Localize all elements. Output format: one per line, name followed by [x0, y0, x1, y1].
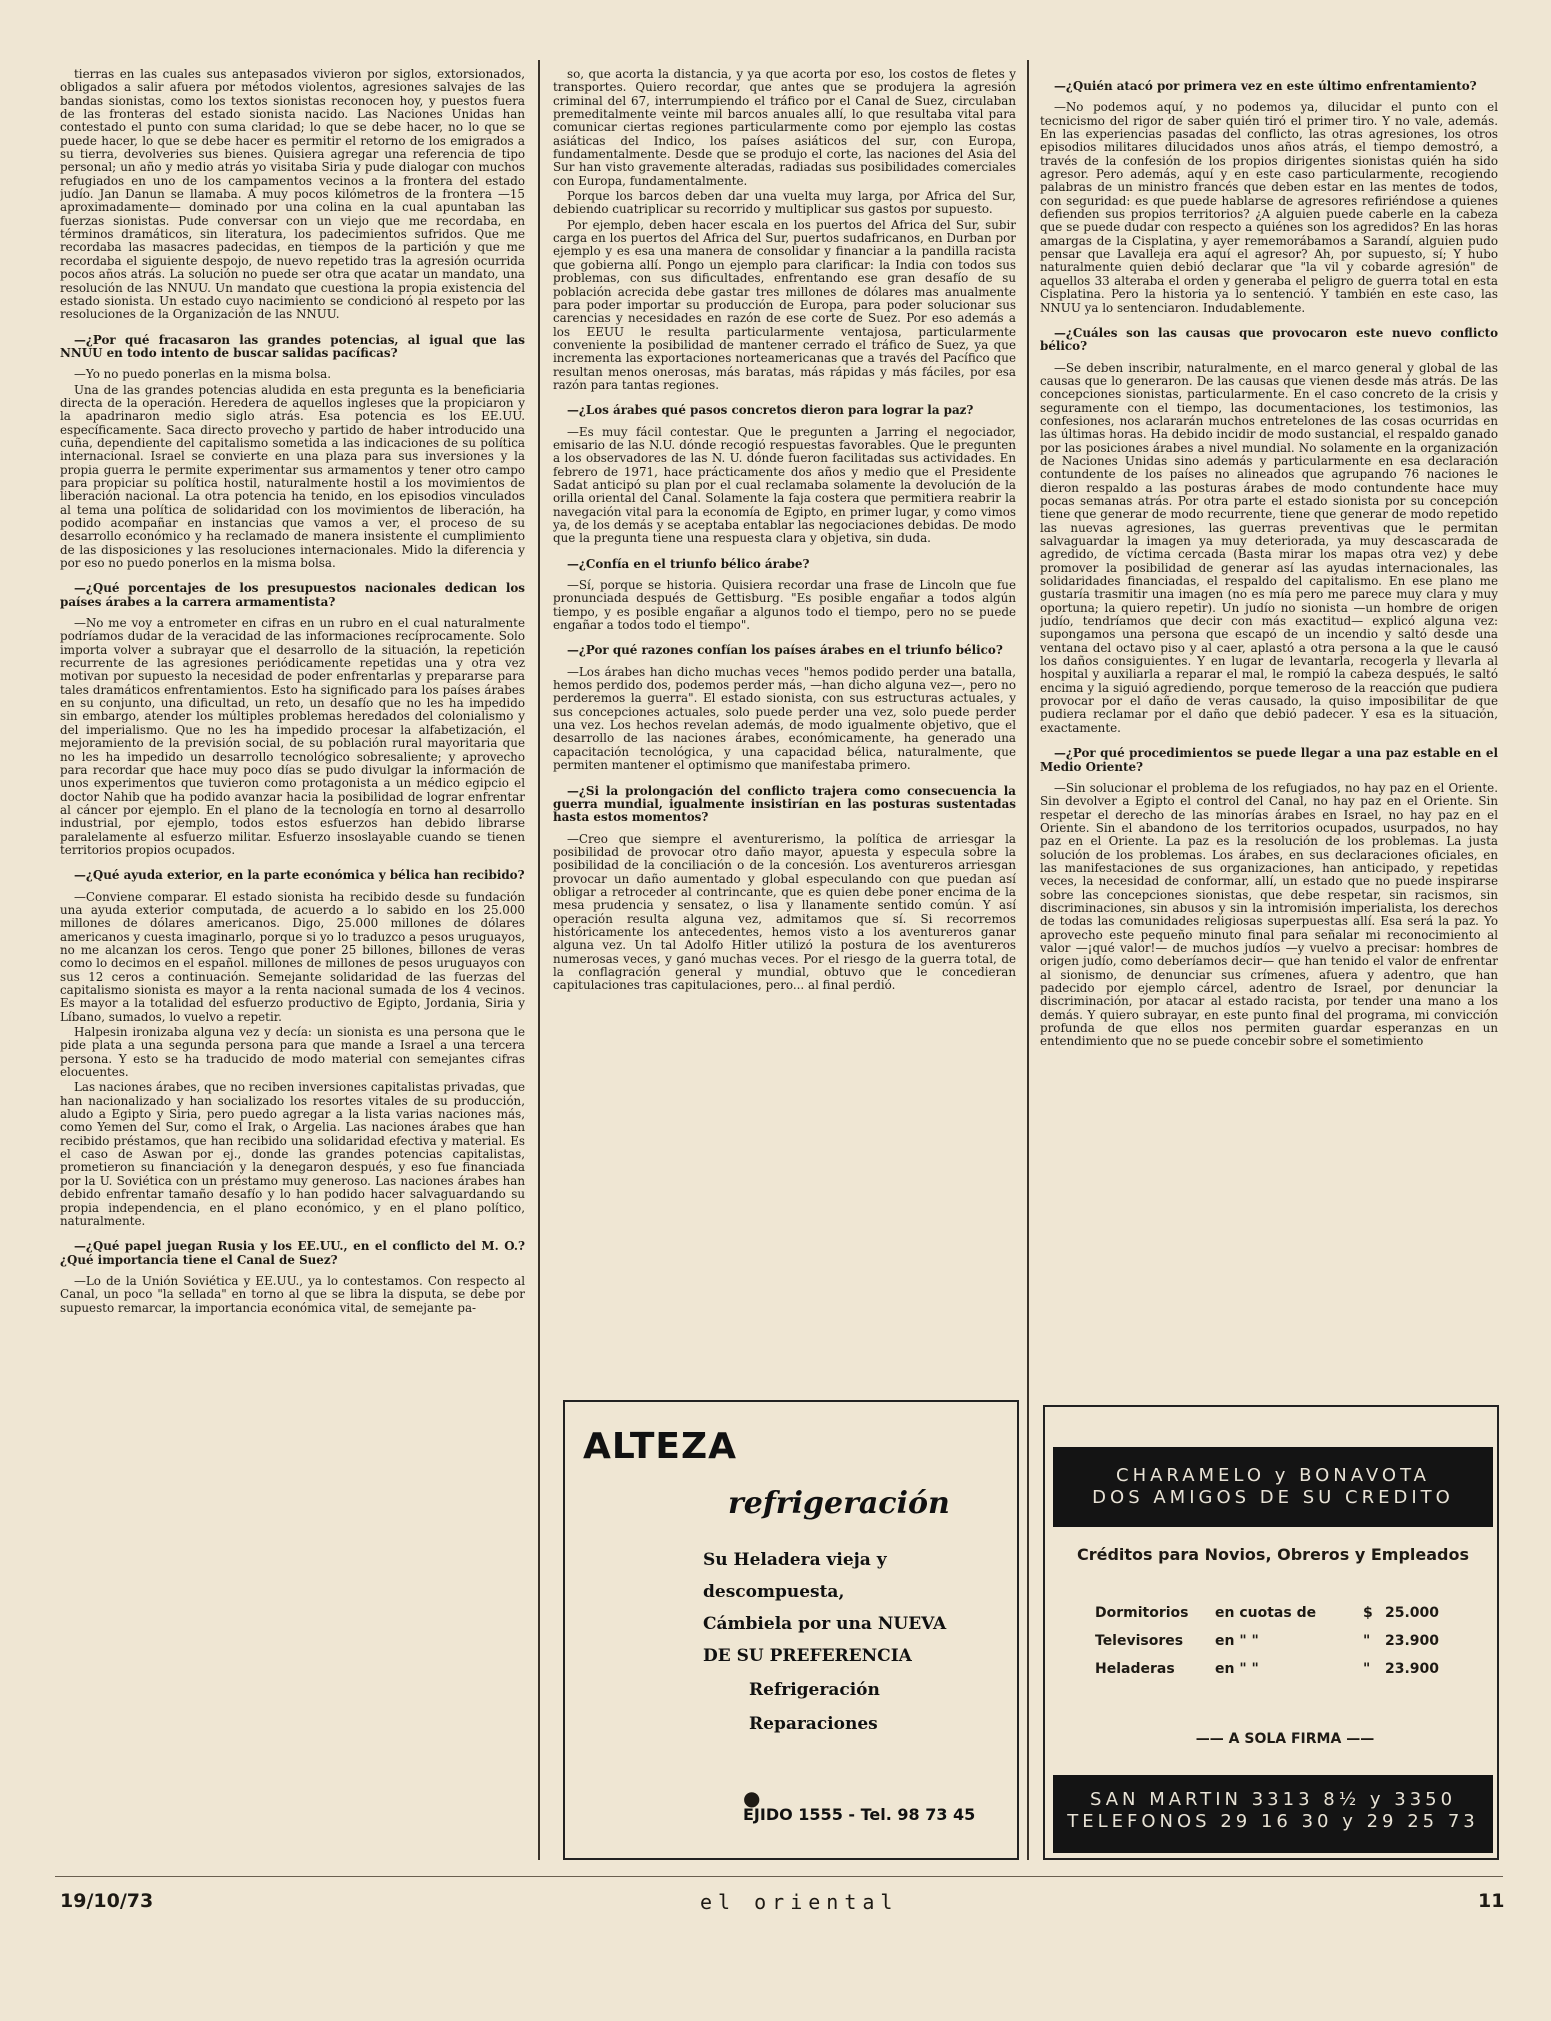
article-column-1	[60, 68, 525, 1853]
credit-item: Televisores	[1095, 1633, 1184, 1649]
article-paragraph: Porque los barcos deben dar una vuelta muy larga, por Africa del Sur, debiendo cuatriplicar su recorrido y multiplicar sus gastos por supuesto.	[553, 189, 1016, 217]
interview-question: —¿Qué porcentajes de los presupuestos nacionales dedican los países árabes a la carrera armamentista?	[60, 581, 525, 609]
article-paragraph: Por ejemplo, deben hacer escala en los puertos del Africa del Sur, subir carga en los puertos del Africa del Sur, puertos sudafricanos, en Durban por ejemplo y es esa una manera de consolidar y financiar a la pandilla racista que gobierna allí. Pongo un ejemplo para clarificar: la India con todos sus problemas, con sus dificultades, enfrentando ese gran desafío de su población acrecida debe gastar tres millones de dólares mas anualmente para poder importar su producción de Europa, para poder solucionar sus carencias y necesidades en razón de ese corte de Suez. Por eso además a los EEUU le resulta particularmente ventajosa, particularmente conveniente la posibilidad de mantener cerrado el tráfico de Suez, ya que incrementa las exportaciones norteamericanas que a través del Pacífico que resultan menos onerosas, más baratas, más rápidas y más fáciles, por esa razón para tantas regiones.	[553, 217, 1016, 392]
interview-question: —¿Qué ayuda exterior, en la parte económica y bélica han recibido?	[74, 868, 525, 883]
interview-question: —¿Por qué razones confían los países árabes en el triunfo bélico?	[567, 643, 1003, 658]
ad-title-band	[1053, 1447, 1493, 1527]
ad-heading: Créditos para Novios, Obreros y Empleados	[1076, 1545, 1470, 1564]
interview-question: —¿Confía en el triunfo bélico árabe?	[567, 556, 810, 571]
article-paragraph: —Sin solucionar el problema de los refugiados, no hay paz en el Oriente. Sin devolver a Egipto el control del Canal, no hay paz en el Oriente. Sin respetar el derecho de las minorías árabes en Israel, no hay paz en el Oriente. Sin el abandono de los territorios ocupados, usurpados, no hay paz en el Oriente. La paz es la resolución de los problemas. La justa solución de los problemas. Los árabes, en sus declaraciones oficiales, en las manifestaciones de sus organizaciones, han anticipado, y repetidas veces, la necesidad de conformar, allí, un estado que no puede inspirarse sobre las concepciones sionistas, que debe respetar, sin racismos, sin discriminaciones, sin abusos y sin la intromisión imperialista, los derechos de todas las comunidades religiosas superpuestas allí. Esa será la paz. Yo aprovecho este pequeño minuto final para señalar mi reconocimiento al valor —¡qué valor!— de muchos judíos —y vuelvo a precisar: hombres de origen judío, como deberíamos decir— que han tenido el valor de enfrentar al sionismo, de denunciar sus crímenes, afuera y adentro, que han padecido por ejemplo cárcel, adentro de Israel, por denunciar la discriminación, por atacar al estado racista, por tender una mano a los demás. Y quiero subrayar, en este punto final del programa, mi convicción profunda de que ellos nos permiten guardar esperanzas en un entendimiento que no se puede concebir sobre el sometimiento	[1040, 780, 1498, 1049]
credit-terms: en cuotas de	[1215, 1605, 1317, 1621]
interview-question: —¿Por qué fracasaron las grandes potencias, al igual que las NNUU en todo intento de buscar salidas pacíficas?	[60, 332, 525, 360]
column-divider	[1027, 60, 1029, 1860]
ad-subtitle: refrigeración	[728, 1486, 950, 1521]
article-column-3	[1040, 68, 1498, 1430]
ad-line: descompuesta,	[703, 1582, 845, 1602]
charamelo-bonavota-advertisement	[1043, 1405, 1499, 1860]
credit-amount: 23.900	[1385, 1633, 1440, 1649]
ad-line: Refrigeración	[749, 1680, 880, 1700]
article-paragraph: —No podemos aquí, y no podemos ya, dilucidar el punto con el tecnicismo del rigor de saber quién tiró el primer tiro. Y no vale, además. En las experiencias pasadas del conflicto, las otras agresiones, los otros episodios militares dilucidados unos años atrás, el tiempo demostró, a través de la confesión de los propios dirigentes sionistas quién ha sido agresor. Pero además, aquí y en este caso particularmente, recogiendo palabras de un ministro francés que deben estar en las mentes de todos, con seguridad: es que puede hablarse de agresores refiriéndose a quienes defienden sus propios territorios? ¿A alguien puede caberle en la cabeza que se puede dudar con respecto a quiénes son los agredidos? En las horas amargas de la Cisplatina, y ayer rememorábamos a Sarandí, alguien pudo pensar que Lavalleja era aquí el agresor? Ah, por supuesto, sí; Y hubo naturalmente quien debió declarar que "la vil y cobarde agresión" de aquellos 33 alteraba el orden y generaba el peligro de guerra total en esta Cisplatina. Pero la historia ya lo sentenció. Y también en este caso, las NNUU ya lo sentenciaron. Indudablemente.	[1040, 100, 1498, 315]
article-paragraph: Halpesin ironizaba alguna vez y decía: un sionista es una persona que le pide plata a una segunda persona para que mande a Israel a una tercera persona. Y esto se ha traducido de modo material con semejantes cifras elocuentes.	[60, 1025, 525, 1080]
interview-question: —¿Los árabes qué pasos concretos dieron para lograr la paz?	[567, 403, 974, 418]
article-paragraph: —Conviene comparar. El estado sionista ha recibido desde su fundación una ayuda exterior computada, de acuerdo a lo sabido en los 25.000 millones de dólares americanos. Digo, 25.000 millones de dólares americanos y cuesta imaginarlo, porque si yo lo traduzco a pesos uruguayos, no me alcanzan los ceros. Tengo que poner 25 billones, billones de veras como lo decimos en el español. millones de millones de pesos uruguayos con sus 12 ceros a continuación. Semejante solidaridad de las fuerzas del capitalismo sionista es mayor a la renta nacional sumada de los 4 vecinos. Es mayor a la totalidad del esfuerzo productivo de Egipto, Jordania, Siria y Líbano, sumados, lo vuelvo a repetir.	[60, 889, 525, 1024]
article-paragraph: Las naciones árabes, que no reciben inversiones capitalistas privadas, que han nacionalizado y han socializado los resortes vitales de su producción, aludo a Egipto y Siria, pero puedo agregar a la lista varias naciones más, como Yemen del Sur, como el Irak, o Argelia. Las naciones árabes que han recibido préstamos, que han recibido una solidaridad efectiva y material. Es el caso de Aswan por ej., donde las grandes potencias capitalistas, prometieron su financiación y la denegaron después, y eso fue financiada por la U. Soviética con un préstamo muy generoso. Las naciones árabes han debido enfrentar tamaño desafío y lo han podido hacer salvaguardando su propia independencia, en el plano económico, y en el plano político, naturalmente.	[60, 1080, 525, 1228]
issue-date: 19/10/73	[60, 1890, 154, 1912]
ad-line: Reparaciones	[749, 1714, 878, 1734]
ad-line: DE SU PREFERENCIA	[703, 1646, 912, 1666]
article-paragraph: —Yo no puedo ponerlas en la misma bolsa.	[74, 367, 332, 382]
article-paragraph: —Creo que siempre el aventurerismo, la política de arriesgar la posibilidad de provocar otro daño mayor, apuesta y especula sobre la posibilidad de la conciliación o de la concesión. Los aventureros arriesgan provocar un daño aumentado y global especulando con que puedan así obligar a retroceder al contrincante, que es quien debe poner encima de la mesa prudencia y sensatez, o lisa y llanamente sentido común. Y así operación resulta alguna vez, admitamos que sí. Si recorremos históricamente los antecedentes, hemos visto a los aventureros ganar alguna vez. Un tal Adolfo Hitler utilizó la postura de los aventureros numerosas veces, y ganó muchas veces. Por el riesgo de la guerra total, de la conflagración general y mundial, obtuvo que le concedieran capitulaciones tras capitulaciones, pero... al final perdió.	[553, 831, 1016, 993]
credit-terms: en " "	[1215, 1633, 1259, 1649]
credit-item: Dormitorios	[1095, 1605, 1189, 1621]
article-paragraph: —Se deben inscribir, naturalmente, en el marco general y global de las causas que lo generaron. De las causas que vienen desde más atrás. De las concepciones sionistas, particularmente. En el caso concreto de la crisis y seguramente con el tiempo, las documentaciones, los testimonios, las confesiones, nos aclararán muchos entretelones de las cosas ocurridas en las últimas horas. Ha debido incidir de modo sustancial, el respaldo ganado por las posiciones árabes a nivel mundial. No solamente en la organización de Naciones Unidas sino además y particularmente en esa declaración contundente de los países no alineados que agrupando 76 naciones le dieron respaldo a las posturas árabes de modo contundente hace muy pocas semanas atrás. Por otra parte el estado sionista por su concepción tiene que generar de modo recurrente, tiene que generar de modo repetido las nuevas agresiones, las guerras preventivas que le permitan salvaguardar la imagen ya muy deteriorada, ya muy descascarada de agredido, de víctima cercada (Basta mirar los mapas otra vez) y debe promover la posibilidad de generar así las ayudas internacionales, las solidaridades financiadas, el respaldo del capitalismo. En ese plano me gustaría trasmitir una imagen (no es mía pero me parece muy clara y muy oportuna; la quiero repetir). Un judío no sionista —un hombre de origen judío, tendríamos que decir con más exactitud— explicó alguna vez: supongamos una persona que escapó de un incendio y saltó desde una ventana del octavo piso y al caer, aplastó a otra persona a la que le causó los daños consiguientes. Y en lugar de levantarla, recogerla y llevarla al hospital y auxiliarla a reparar el mal, le rompió la cabeza después, le saltó encima y la siguió agrediendo, porque temeroso de la reacción que pudiera provocar por el daño de veras causado, la quiso imposibilitar de que pudiera reclamar por el daño que debió padecer. Y esa es la situación, exactamente.	[1040, 360, 1498, 735]
article-paragraph: so, que acorta la distancia, y ya que acorta por eso, los costos de fletes y transportes. Quiero recordar, que antes que se produjera la agresión criminal del 67, interrumpiendo el tráfico por el Canal de Suez, circulaban premeditalmente veinte mil barcos anuales allí, lo que resultaba vital para comunicar ciertas regiones particularmente como por ejemplo las costas asiáticas del Indico, los países asiáticos del sur, con Europa, fundamentalmente. Desde que se produjo el corte, las naciones del Asia del Sur han visto gravemente alteradas, radiadas sus posibilidades comerciales con Europa, fundamentalmente.	[553, 68, 1016, 188]
page-number: 11	[1478, 1890, 1505, 1912]
ad-band-line: SAN MARTIN 3313 8½ y 3350	[1089, 1789, 1457, 1810]
interview-question: —¿Quién atacó por primera vez en este último enfrentamiento?	[1054, 79, 1477, 93]
interview-question: —¿Cuáles son las causas que provocaron este nuevo conflicto bélico?	[1040, 325, 1498, 354]
credit-amount: 25.000	[1385, 1605, 1440, 1621]
article-paragraph: —Lo de la Unión Soviética y EE.UU., ya lo contestamos. Con respecto al Canal, un poco "la sellada" en torno al que se libra la disputa, se debe por supuesto remarcar, la importancia económica vital, de semejante pa-	[60, 1273, 525, 1315]
masthead: el oriental	[700, 1890, 899, 1914]
credit-item: Heladeras	[1095, 1661, 1175, 1677]
ad-band-line: TELEFONOS 29 16 30 y 29 25 73	[1067, 1811, 1479, 1832]
interview-question: —¿Qué papel juegan Rusia y los EE.UU., en el conflicto del M. O.? ¿Qué importancia tiene el Canal de Suez?	[60, 1239, 525, 1267]
article-paragraph: tierras en las cuales sus antepasados vivieron por siglos, extorsionados, obligados a salir afuera por métodos violentos, agresiones salvajes de las bandas sionistas, como los textos sionistas reconocen hoy, y puestos fuera de las fronteras del estado sionista nacido. Las Naciones Unidas han contestado el punto con suma claridad; lo que se debe hacer, no lo que se puede hacer, lo que se debe hacer es permitir el retorno de los emigrados a su tierra, devolveries sus bienes. Quisiera agregar una referencia de tipo personal; un año y medio atrás yo visitaba Siria y pude dialogar con muchos refugiados en uno de los campamentos vecinos a la frontera del estado judío. Jan Danun se llamaba. A muy pocos kilómetros de la frontera —15 aproximadamente— dominado por una colina en la cual apuntaban las fuerzas sionistas. Pude conversar con un viejo que me recordaba, en términos dramáticos, sin literatura, los padecimientos sufridos. Que me recordaba las masacres padecidas, en tiempos de la partición y que me recordaba el siguiente despojo, de nuevo repetido tras la agresión ocurrida pocos años atrás. La solución no puede ser otra que acatar un mandato, una resolución de las NNUU. Un mandato que cuestiona la propia existencia del estado sionista. Un estado cuyo nacimiento se condicionó al respeto por las resoluciones de la Organización de las NNUU.	[60, 68, 525, 322]
article-paragraph: —Es muy fácil contestar. Que le pregunten a Jarring el negociador, emisario de las N.U. dónde recogió respuestas favorables. Que le pregunten a los observadores de las N. U. dónde fueron facilitadas sus actividades. En febrero de 1971, hace prácticamente dos años y medio que el Presidente Sadat anticipó su plan por el cual reclamaba solamente la devolución de la orilla oriental del Canal. Solamente la faja costera que permitiera reabrir la navegación vital para la economía de Egipto, en primer lugar, y como vimos ya, de los demás y se aceptaba entablar las negociaciones debidas. De modo que la pregunta tiene una respuesta clara y objetiva, sin duda.	[553, 424, 1016, 546]
credit-amount: 23.900	[1385, 1661, 1440, 1677]
ad-brand: ALTEZA	[583, 1426, 737, 1467]
article-column-2	[553, 68, 1016, 1453]
ad-band-line: CHARAMELO y BONAVOTA	[1116, 1465, 1430, 1486]
ad-band-line: DOS AMIGOS DE SU CREDITO	[1092, 1487, 1454, 1508]
ad-line: Su Heladera vieja y	[703, 1550, 887, 1570]
interview-question: —¿Si la prolongación del conflicto trajera como consecuencia la guerra mundial, igualmente insistirían en las posturas sustentadas hasta estos momentos?	[553, 783, 1016, 825]
credit-currency: "	[1363, 1661, 1371, 1677]
article-paragraph: Una de las grandes potencias aludida en esta pregunta es la beneficiaria directa de la operación. Heredera de aquellos ingleses que la propiciaron y la apadrinaron medio siglo atrás. Esa potencia es los EE.UU. específicamente. Saca directo provecho y partido de haber introducido una cuña, dependiente del capitalismo sometida a las indicaciones de su política internacional. Israel se convierte en una plaza para sus inversiones y la propia guerra le permite experimentar sus armamentos y tener otro campo para propiciar su política hostil, naturalmente hostil a los movimientos de liberación nacional. La otra potencia ha tenido, en los episodios vinculados al tema una política de solidaridad con los movimientos de liberación, ha podido acompañar en instancias que vamos a ver, el proceso de su desarrollo económico y ha reclamado de manera insistente el cumplimiento de las disposiciones y las resoluciones internacionales. Mido la diferencia y por eso no puedo ponerlos en la misma bolsa.	[60, 382, 525, 571]
credit-terms: en " "	[1215, 1661, 1259, 1677]
ad-line: Cámbiela por una NUEVA	[703, 1614, 947, 1634]
credit-currency: $	[1363, 1605, 1373, 1621]
article-paragraph: —No me voy a entrometer en cifras en un rubro en el cual naturalmente podríamos dudar de la veracidad de las informaciones recíprocamente. Solo importa volver a subrayar que el desarrollo de la situación, la repetición recurrente de las agresiones periódicamente repetidas una y otra vez motivan por supuesto la necesidad de poder enfrentarlas y prepararse para tales dramáticos enfrentamientos. Esto ha significado para los países árabes en su conjunto, una dificultad, un reto, un desafío que no les ha impedido sin embargo, atender los múltiples problemas heredados del colonialismo y del imperialismo. Que no les ha impedido procesar la alfabetización, el mejoramiento de la previsión social, de su población rural mayoritaria que no les ha impedido un desarrollo tecnológico sobresaliente; y aprovecho para recordar que hace muy poco días se pudo divulgar la información de unos experimentos que tuvieron como protagonista a un médico egipcio el doctor Nahib que ha podido avanzar hacia la posibilidad de lograr enfrentar al cáncer por ejemplo. En el plano de la tecnología en torno al desarrollo industrial, por ejemplo, todos estos esfuerzos han debido librarse paralelamente al esfuerzo militar. Esfuerzo insoslayable cuando se tienen territorios propios ocupados.	[60, 616, 525, 857]
column-divider	[538, 60, 540, 1860]
ad-address-band	[1053, 1775, 1493, 1853]
credit-currency: "	[1363, 1633, 1371, 1649]
article-paragraph: —Los árabes han dicho muchas veces "hemos podido perder una batalla, hemos perdido dos, podemos perder más, —han dicho alguna vez—, pero no perderemos la guerra". El estado sionista, con sus estructuras actuales, y sus concepciones actuales, solo puede perder una vez, solo puede perder una vez. Los hechos revelan además, de modo igualmente objetivo, que el desarrollo de las naciones árabes, económicamente, ha generado una capacitación tecnológica, y una capacidad bélica, naturalmente, que permiten mantener el optimismo que manifestaba primero.	[553, 664, 1016, 773]
bullet-icon: ●	[743, 1786, 761, 1810]
ad-address: EJIDO 1555 - Tel. 98 73 45	[743, 1805, 976, 1824]
interview-question: —¿Por qué procedimientos se puede llegar a una paz estable en el Medio Oriente?	[1040, 746, 1498, 774]
article-paragraph: —Sí, porque se historia. Quisiera recordar una frase de Lincoln que fue pronunciada después de Gettisburg. "Es posible engañar a todos algún tiempo, y es posible engañar a algunos todo el tiempo, pero no se puede engañar a todos todo el tiempo".	[553, 578, 1016, 633]
alteza-advertisement	[563, 1400, 1019, 1860]
ad-sola-firma: —— A SOLA FIRMA ——	[1195, 1731, 1375, 1747]
footer-rule	[55, 1876, 1503, 1877]
